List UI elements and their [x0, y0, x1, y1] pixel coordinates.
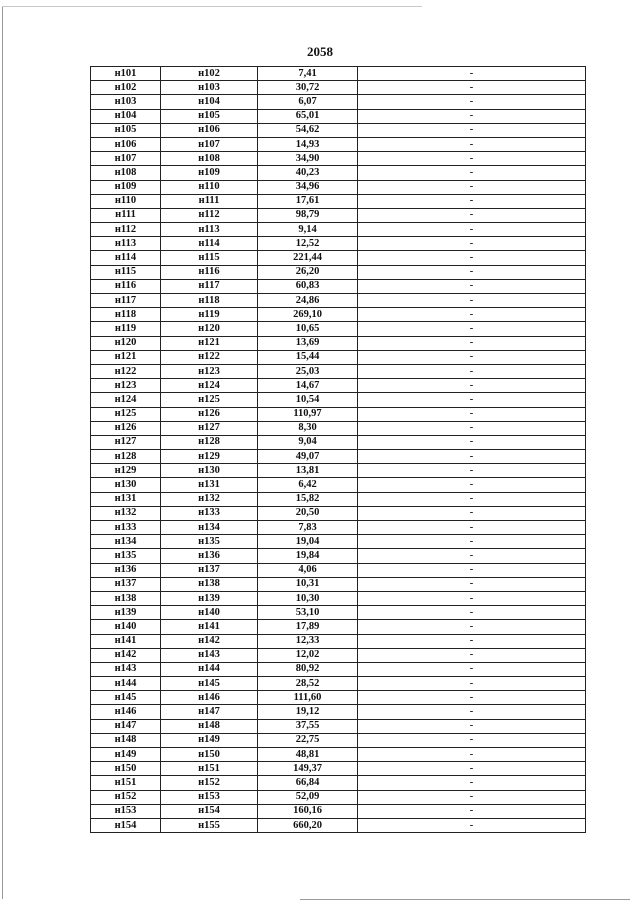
to-point-cell: н115: [161, 251, 258, 265]
note-cell: -: [358, 762, 586, 776]
table-row: [91, 279, 586, 293]
table-row: [91, 492, 586, 506]
from-point-cell: н134: [91, 535, 161, 549]
table-row: [91, 762, 586, 776]
note-cell: -: [358, 577, 586, 591]
note-cell: -: [358, 521, 586, 535]
length-cell: 24,86: [258, 294, 358, 308]
length-cell: 60,83: [258, 279, 358, 293]
length-cell: 6,42: [258, 478, 358, 492]
length-cell: 12,33: [258, 634, 358, 648]
length-cell: 10,31: [258, 577, 358, 591]
from-point-cell: н122: [91, 364, 161, 378]
to-point-cell: н111: [161, 194, 258, 208]
length-cell: 80,92: [258, 662, 358, 676]
length-cell: 22,75: [258, 733, 358, 747]
from-point-cell: н103: [91, 95, 161, 109]
to-point-cell: н141: [161, 620, 258, 634]
to-point-cell: н140: [161, 606, 258, 620]
table-row: [91, 364, 586, 378]
note-cell: -: [358, 294, 586, 308]
table-row: [91, 265, 586, 279]
length-cell: 17,61: [258, 194, 358, 208]
note-cell: -: [358, 123, 586, 137]
from-point-cell: н124: [91, 393, 161, 407]
length-cell: 34,96: [258, 180, 358, 194]
from-point-cell: н147: [91, 719, 161, 733]
table-row: [91, 180, 586, 194]
length-cell: 13,81: [258, 464, 358, 478]
table-body: [91, 67, 586, 833]
from-point-cell: н117: [91, 294, 161, 308]
note-cell: -: [358, 535, 586, 549]
to-point-cell: н113: [161, 223, 258, 237]
note-cell: -: [358, 549, 586, 563]
note-cell: -: [358, 705, 586, 719]
from-point-cell: н130: [91, 478, 161, 492]
table-row: [91, 223, 586, 237]
to-point-cell: н137: [161, 563, 258, 577]
from-point-cell: н150: [91, 762, 161, 776]
length-cell: 10,30: [258, 591, 358, 605]
table-row: [91, 450, 586, 464]
from-point-cell: н104: [91, 109, 161, 123]
from-point-cell: н102: [91, 81, 161, 95]
from-point-cell: н123: [91, 379, 161, 393]
from-point-cell: н140: [91, 620, 161, 634]
note-cell: -: [358, 662, 586, 676]
to-point-cell: н139: [161, 591, 258, 605]
table-row: [91, 123, 586, 137]
table-row: [91, 691, 586, 705]
length-cell: 37,55: [258, 719, 358, 733]
to-point-cell: н119: [161, 308, 258, 322]
table-row: [91, 620, 586, 634]
note-cell: -: [358, 492, 586, 506]
table-row: [91, 208, 586, 222]
note-cell: -: [358, 421, 586, 435]
to-point-cell: н133: [161, 506, 258, 520]
from-point-cell: н138: [91, 591, 161, 605]
to-point-cell: н124: [161, 379, 258, 393]
table-row: [91, 95, 586, 109]
note-cell: -: [358, 620, 586, 634]
table-row: [91, 549, 586, 563]
to-point-cell: н123: [161, 364, 258, 378]
to-point-cell: н103: [161, 81, 258, 95]
table-row: [91, 379, 586, 393]
table-row: [91, 336, 586, 350]
to-point-cell: н117: [161, 279, 258, 293]
to-point-cell: н138: [161, 577, 258, 591]
table-row: [91, 81, 586, 95]
from-point-cell: н107: [91, 152, 161, 166]
from-point-cell: н105: [91, 123, 161, 137]
length-cell: 20,50: [258, 506, 358, 520]
table-row: [91, 506, 586, 520]
note-cell: -: [358, 733, 586, 747]
note-cell: -: [358, 677, 586, 691]
to-point-cell: н125: [161, 393, 258, 407]
length-cell: 25,03: [258, 364, 358, 378]
from-point-cell: н144: [91, 677, 161, 691]
from-point-cell: н135: [91, 549, 161, 563]
to-point-cell: н135: [161, 535, 258, 549]
length-cell: 19,04: [258, 535, 358, 549]
length-cell: 49,07: [258, 450, 358, 464]
to-point-cell: н154: [161, 804, 258, 818]
from-point-cell: н154: [91, 818, 161, 832]
length-cell: 52,09: [258, 790, 358, 804]
table-row: [91, 818, 586, 832]
from-point-cell: н114: [91, 251, 161, 265]
from-point-cell: н148: [91, 733, 161, 747]
table-row: [91, 563, 586, 577]
from-point-cell: н146: [91, 705, 161, 719]
to-point-cell: н118: [161, 294, 258, 308]
note-cell: -: [358, 464, 586, 478]
to-point-cell: н131: [161, 478, 258, 492]
from-point-cell: н121: [91, 350, 161, 364]
to-point-cell: н120: [161, 322, 258, 336]
from-point-cell: н143: [91, 662, 161, 676]
length-cell: 30,72: [258, 81, 358, 95]
length-cell: 12,52: [258, 237, 358, 251]
length-cell: 19,84: [258, 549, 358, 563]
to-point-cell: н145: [161, 677, 258, 691]
length-cell: 14,67: [258, 379, 358, 393]
table-row: [91, 294, 586, 308]
to-point-cell: н130: [161, 464, 258, 478]
from-point-cell: н111: [91, 208, 161, 222]
to-point-cell: н112: [161, 208, 258, 222]
from-point-cell: н145: [91, 691, 161, 705]
note-cell: -: [358, 719, 586, 733]
table-row: [91, 137, 586, 151]
note-cell: -: [358, 137, 586, 151]
length-cell: 221,44: [258, 251, 358, 265]
length-cell: 4,06: [258, 563, 358, 577]
to-point-cell: н143: [161, 648, 258, 662]
from-point-cell: н131: [91, 492, 161, 506]
to-point-cell: н129: [161, 450, 258, 464]
table-row: [91, 677, 586, 691]
note-cell: -: [358, 322, 586, 336]
from-point-cell: н133: [91, 521, 161, 535]
length-cell: 14,93: [258, 137, 358, 151]
from-point-cell: н109: [91, 180, 161, 194]
note-cell: -: [358, 152, 586, 166]
to-point-cell: н153: [161, 790, 258, 804]
from-point-cell: н118: [91, 308, 161, 322]
table-row: [91, 407, 586, 421]
from-point-cell: н139: [91, 606, 161, 620]
from-point-cell: н115: [91, 265, 161, 279]
length-cell: 6,07: [258, 95, 358, 109]
from-point-cell: н149: [91, 748, 161, 762]
length-cell: 9,04: [258, 435, 358, 449]
table-row: [91, 237, 586, 251]
length-cell: 7,41: [258, 67, 358, 81]
length-cell: 48,81: [258, 748, 358, 762]
table-row: [91, 194, 586, 208]
from-point-cell: н106: [91, 137, 161, 151]
table-row: [91, 251, 586, 265]
from-point-cell: н142: [91, 648, 161, 662]
note-cell: -: [358, 109, 586, 123]
to-point-cell: н134: [161, 521, 258, 535]
to-point-cell: н146: [161, 691, 258, 705]
page-edge-top: [2, 6, 422, 7]
table-row: [91, 606, 586, 620]
table-row: [91, 662, 586, 676]
length-cell: 53,10: [258, 606, 358, 620]
to-point-cell: н108: [161, 152, 258, 166]
from-point-cell: н132: [91, 506, 161, 520]
table-row: [91, 719, 586, 733]
note-cell: -: [358, 279, 586, 293]
from-point-cell: н101: [91, 67, 161, 81]
to-point-cell: н114: [161, 237, 258, 251]
from-point-cell: н152: [91, 790, 161, 804]
note-cell: -: [358, 818, 586, 832]
table-row: [91, 109, 586, 123]
page-edge-bottom: [300, 899, 630, 900]
table-row: [91, 804, 586, 818]
note-cell: -: [358, 591, 586, 605]
length-cell: 10,54: [258, 393, 358, 407]
to-point-cell: н147: [161, 705, 258, 719]
to-point-cell: н148: [161, 719, 258, 733]
note-cell: -: [358, 336, 586, 350]
length-cell: 40,23: [258, 166, 358, 180]
note-cell: -: [358, 237, 586, 251]
length-cell: 13,69: [258, 336, 358, 350]
note-cell: -: [358, 790, 586, 804]
note-cell: -: [358, 67, 586, 81]
table-row: [91, 435, 586, 449]
from-point-cell: н113: [91, 237, 161, 251]
to-point-cell: н151: [161, 762, 258, 776]
table-row: [91, 478, 586, 492]
note-cell: -: [358, 691, 586, 705]
to-point-cell: н126: [161, 407, 258, 421]
from-point-cell: н126: [91, 421, 161, 435]
table-row: [91, 152, 586, 166]
note-cell: -: [358, 194, 586, 208]
page-number: 2058: [307, 44, 333, 59]
length-cell: 160,16: [258, 804, 358, 818]
from-point-cell: н112: [91, 223, 161, 237]
note-cell: -: [358, 648, 586, 662]
to-point-cell: н121: [161, 336, 258, 350]
table-row: [91, 308, 586, 322]
length-cell: 111,60: [258, 691, 358, 705]
length-cell: 54,62: [258, 123, 358, 137]
note-cell: -: [358, 308, 586, 322]
note-cell: -: [358, 393, 586, 407]
note-cell: -: [358, 265, 586, 279]
note-cell: -: [358, 95, 586, 109]
length-cell: 34,90: [258, 152, 358, 166]
to-point-cell: н122: [161, 350, 258, 364]
to-point-cell: н142: [161, 634, 258, 648]
to-point-cell: н127: [161, 421, 258, 435]
to-point-cell: н102: [161, 67, 258, 81]
to-point-cell: н152: [161, 776, 258, 790]
length-cell: 26,20: [258, 265, 358, 279]
note-cell: -: [358, 804, 586, 818]
length-cell: 28,52: [258, 677, 358, 691]
table-row: [91, 393, 586, 407]
to-point-cell: н104: [161, 95, 258, 109]
length-cell: 660,20: [258, 818, 358, 832]
note-cell: -: [358, 606, 586, 620]
to-point-cell: н128: [161, 435, 258, 449]
length-cell: 15,82: [258, 492, 358, 506]
length-cell: 12,02: [258, 648, 358, 662]
from-point-cell: н108: [91, 166, 161, 180]
to-point-cell: н110: [161, 180, 258, 194]
to-point-cell: н136: [161, 549, 258, 563]
note-cell: -: [358, 251, 586, 265]
length-cell: 10,65: [258, 322, 358, 336]
note-cell: -: [358, 450, 586, 464]
to-point-cell: н105: [161, 109, 258, 123]
from-point-cell: н128: [91, 450, 161, 464]
table-row: [91, 648, 586, 662]
table-row: [91, 166, 586, 180]
table-row: [91, 733, 586, 747]
table-row: [91, 790, 586, 804]
boundary-segments-table: [90, 66, 586, 833]
length-cell: 17,89: [258, 620, 358, 634]
to-point-cell: н107: [161, 137, 258, 151]
note-cell: -: [358, 379, 586, 393]
from-point-cell: н136: [91, 563, 161, 577]
length-cell: 9,14: [258, 223, 358, 237]
to-point-cell: н155: [161, 818, 258, 832]
page-edge-left: [2, 6, 3, 899]
table-row: [91, 577, 586, 591]
length-cell: 15,44: [258, 350, 358, 364]
to-point-cell: н109: [161, 166, 258, 180]
from-point-cell: н110: [91, 194, 161, 208]
length-cell: 19,12: [258, 705, 358, 719]
to-point-cell: н106: [161, 123, 258, 137]
note-cell: -: [358, 223, 586, 237]
note-cell: -: [358, 166, 586, 180]
note-cell: -: [358, 407, 586, 421]
length-cell: 66,84: [258, 776, 358, 790]
note-cell: -: [358, 180, 586, 194]
table-row: [91, 67, 586, 81]
from-point-cell: н127: [91, 435, 161, 449]
note-cell: -: [358, 563, 586, 577]
length-cell: 8,30: [258, 421, 358, 435]
from-point-cell: н125: [91, 407, 161, 421]
table-row: [91, 421, 586, 435]
table-row: [91, 634, 586, 648]
note-cell: -: [358, 506, 586, 520]
table-row: [91, 521, 586, 535]
from-point-cell: н129: [91, 464, 161, 478]
from-point-cell: н116: [91, 279, 161, 293]
table-row: [91, 591, 586, 605]
table-row: [91, 535, 586, 549]
length-cell: 110,97: [258, 407, 358, 421]
to-point-cell: н144: [161, 662, 258, 676]
table-row: [91, 705, 586, 719]
table-row: [91, 464, 586, 478]
table-row: [91, 748, 586, 762]
length-cell: 269,10: [258, 308, 358, 322]
length-cell: 65,01: [258, 109, 358, 123]
from-point-cell: н119: [91, 322, 161, 336]
from-point-cell: н141: [91, 634, 161, 648]
note-cell: -: [358, 435, 586, 449]
note-cell: -: [358, 364, 586, 378]
table-row: [91, 322, 586, 336]
length-cell: 149,37: [258, 762, 358, 776]
from-point-cell: н153: [91, 804, 161, 818]
note-cell: -: [358, 748, 586, 762]
note-cell: -: [358, 81, 586, 95]
table-row: [91, 776, 586, 790]
from-point-cell: н137: [91, 577, 161, 591]
length-cell: 7,83: [258, 521, 358, 535]
note-cell: -: [358, 350, 586, 364]
from-point-cell: н120: [91, 336, 161, 350]
note-cell: -: [358, 634, 586, 648]
length-cell: 98,79: [258, 208, 358, 222]
to-point-cell: н150: [161, 748, 258, 762]
to-point-cell: н116: [161, 265, 258, 279]
note-cell: -: [358, 208, 586, 222]
to-point-cell: н132: [161, 492, 258, 506]
from-point-cell: н151: [91, 776, 161, 790]
table-row: [91, 350, 586, 364]
note-cell: -: [358, 478, 586, 492]
to-point-cell: н149: [161, 733, 258, 747]
note-cell: -: [358, 776, 586, 790]
